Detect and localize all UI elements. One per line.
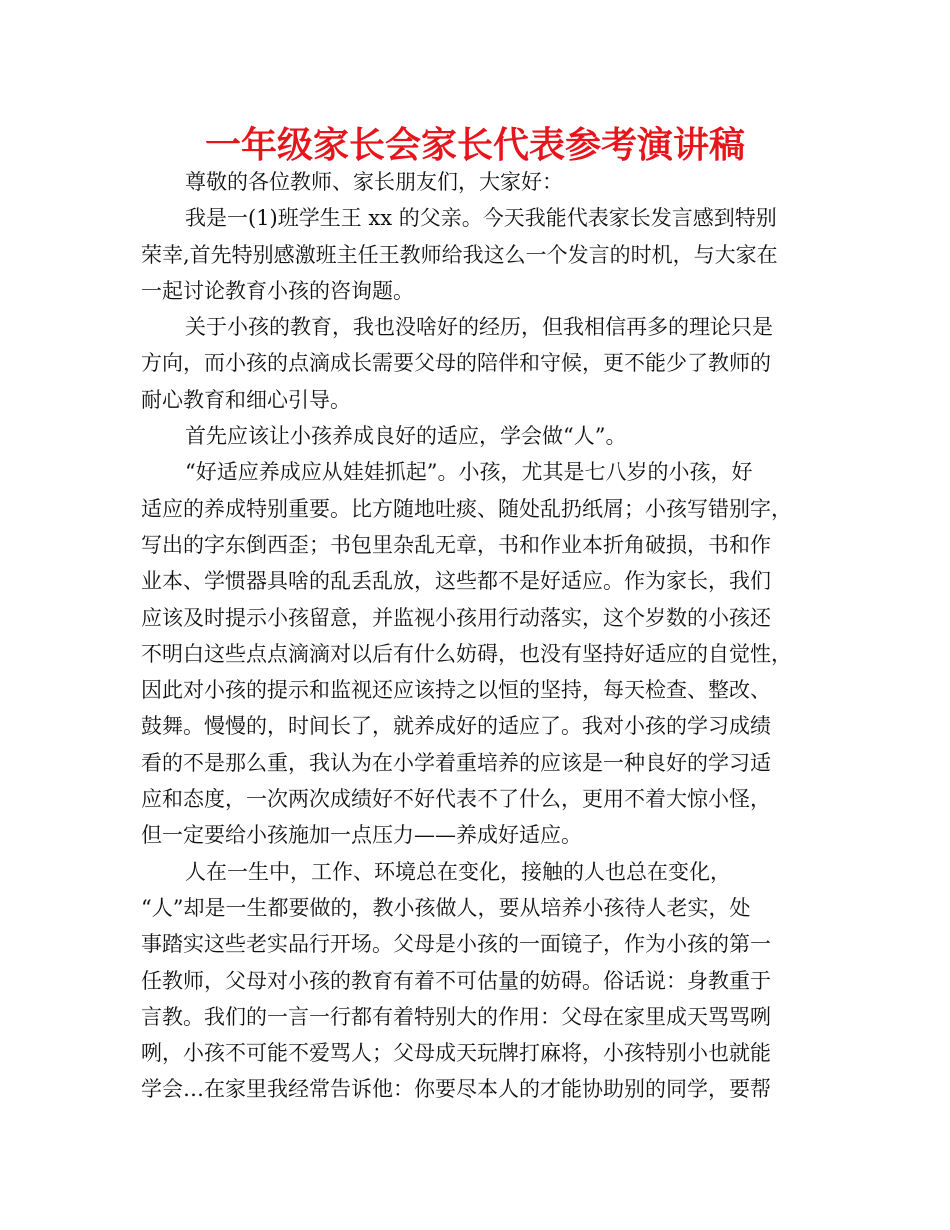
text-line: 事踏实这些老实品行开场。父母是小孩的一面镜子，作为小孩的第一 <box>141 932 771 957</box>
text-line: 我是一(1)班学生王 xx 的父亲。今天我能代表家长发言感到特别 <box>185 206 777 231</box>
text-line: 任教师，父母对小孩的教育有着不可估量的妨碍。俗话说：身教重于 <box>141 968 771 993</box>
text-line: 尊敬的各位教师、家长朋友们，大家好： <box>185 170 563 194</box>
text-line: 应和态度，一次两次成绩好不好代表不了什么，更用不着大惊小怪， <box>141 787 771 812</box>
text-line: 学会…在家里我经常告诉他：你要尽本人的才能协助别的同学，要帮 <box>141 1077 771 1102</box>
text-line: 但一定要给小孩施加一点压力——养成好适应。 <box>141 823 582 848</box>
text-line: 一起讨论教育小孩的咨询题。 <box>141 278 414 303</box>
text-line: 耐心教育和细心引导。 <box>141 387 351 412</box>
text-line: 咧，小孩不可能不爱骂人；父母成天玩牌打麻将，小孩特别小也就能 <box>141 1041 771 1066</box>
text-line: 因此对小孩的提示和监视还应该持之以恒的坚持，每天检查、整改、 <box>141 678 771 703</box>
text-line: 鼓舞。慢慢的，时间长了，就养成好的适应了。我对小孩的学习成绩 <box>141 714 771 739</box>
text-line: 方向，而小孩的点滴成长需要父母的陪伴和守候，更不能少了教师的 <box>141 351 771 376</box>
text-line: 人在一生中，工作、环境总在变化，接触的人也总在变化， <box>185 859 731 884</box>
document-body <box>141 164 831 1108</box>
text-line: 首先应该让小孩养成良好的适应，学会做“人”。 <box>185 424 627 449</box>
text-line: 言教。我们的一言一行都有着特别大的作用：父母在家里成天骂骂咧 <box>141 1004 771 1029</box>
text-line: 看的不是那么重，我认为在小学着重培养的应该是一种良好的学习适 <box>141 750 771 775</box>
text-line: 业本、学惯器具啥的乱丢乱放，这些都不是好适应。作为家长，我们 <box>141 569 771 594</box>
text-line: “好适应养成应从娃娃抓起”。小孩，尤其是七八岁的小孩，好 <box>185 460 753 485</box>
text-line: 关于小孩的教育，我也没啥好的经历，但我相信再多的理论只是 <box>185 315 773 340</box>
text-line: 不明白这些点点滴滴对以后有什么妨碍，也没有坚持好适应的自觉性， <box>141 641 792 666</box>
document-title: 一年级家长会家长代表参考演讲稿 <box>204 125 745 166</box>
text-line: 荣幸,首先特别感激班主任王教师给我这么一个发言的时机，与大家在 <box>141 242 778 267</box>
text-line: 应该及时提示小孩留意，并监视小孩用行动落实，这个岁数的小孩还 <box>141 605 771 630</box>
text-line: “人”却是一生都要做的，教小孩做人，要从培养小孩待人老实，处 <box>141 895 751 920</box>
text-line: 适应的养成特别重要。比方随地吐痰、随处乱扔纸屑；小孩写错别字， <box>141 496 792 521</box>
text-line: 写出的字东倒西歪；书包里杂乱无章，书和作业本折角破损，书和作 <box>141 532 771 557</box>
